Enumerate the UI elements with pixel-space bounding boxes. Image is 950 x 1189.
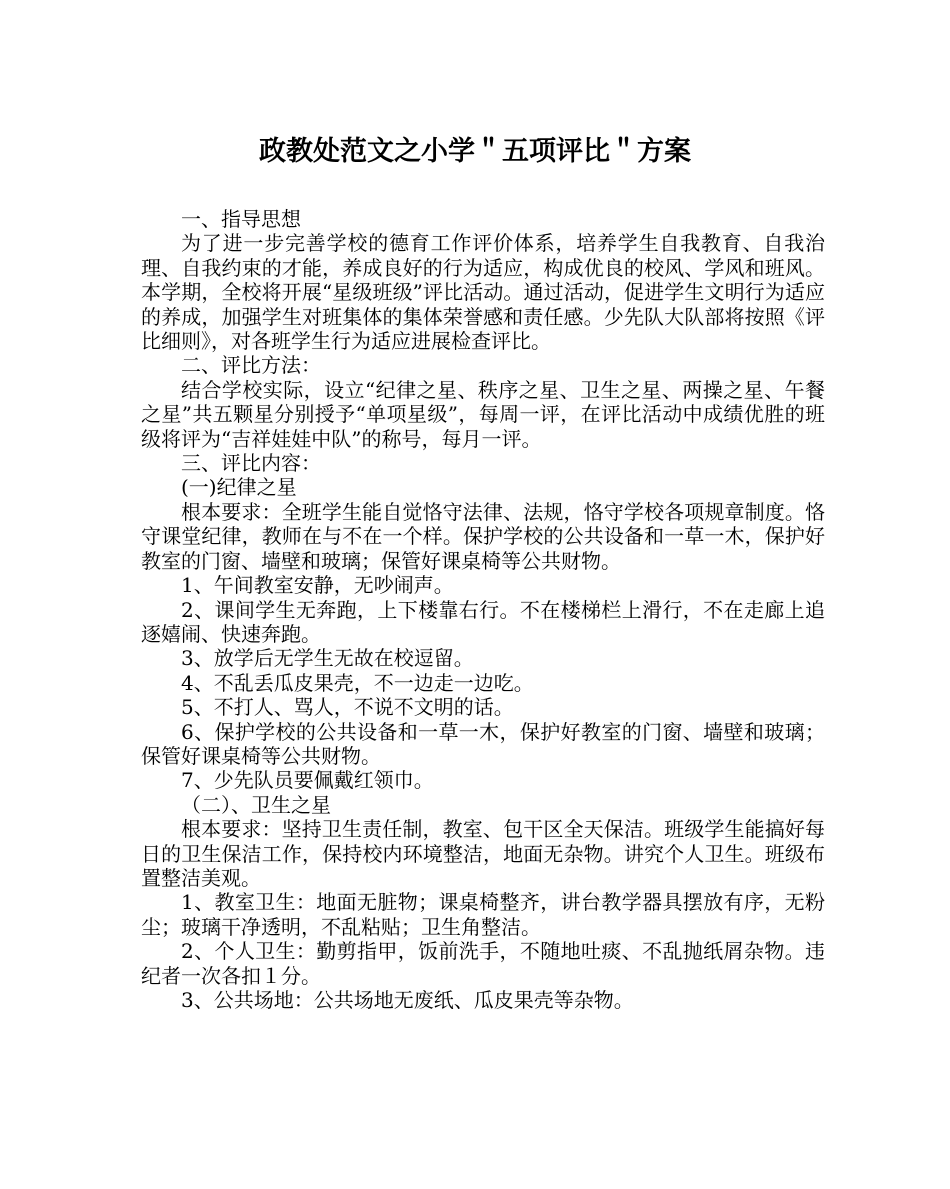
list-item: 6、保护学校的公共设备和一草一木，保护好教室的门窗、墙壁和玻璃；保管好课桌椅等公共财物。 — [141, 719, 825, 768]
document-title: 政教处范文之小学＂五项评比＂方案 — [259, 136, 691, 167]
document-body — [141, 207, 825, 1012]
list-item: 3、公共场地：公共场地无废纸、瓜皮果壳等杂物。 — [181, 988, 634, 1012]
section-heading: 三、评比内容： — [181, 451, 321, 476]
list-item: 2、课间学生无奔跑，上下楼靠右行。不在楼梯栏上滑行，不在走廊上追逐嬉闹、快速奔跑。 — [141, 597, 825, 646]
paragraph: 为了进一步完善学校的德育工作评价体系，培养学生自我教育、自我治理、自我约束的才能，养成良好的行为适应，构成优良的校风、学风和班风。本学期，全校将开展“星级班级”评比活动。通过活动，促进学生文明行为适应的养成，加强学生对班集体的集体荣誉感和责任感。少先队大队部将按照《评比细则》，对各班学生行为适应进展检查评比。 — [141, 231, 825, 354]
subsection-heading: (一)纪律之星 — [181, 475, 297, 500]
list-item: 5、不打人、骂人，不说不文明的话。 — [181, 695, 514, 720]
paragraph: 根本要求：全班学生能自觉恪守法律、法规，恪守学校各项规章制度。恪守课堂纪律，教师在与不在一个样。保护学校的公共设备和一草一木，保护好教室的门窗、墙壁和玻璃；保管好课桌椅等公共财物。 — [141, 499, 825, 573]
section-heading: 一、指导思想 — [181, 207, 301, 231]
list-item: 2、个人卫生：勤剪指甲，饭前洗手，不随地吐痰、不乱抛纸屑杂物。违纪者一次各扣１分。 — [141, 939, 825, 988]
section-heading: 二、评比方法： — [181, 353, 321, 378]
list-item: 1、午间教室安静，无吵闹声。 — [181, 573, 454, 598]
list-item: 4、不乱丢瓜皮果壳，不一边走一边吃。 — [181, 670, 534, 695]
list-item: 7、少先队员要佩戴红领巾。 — [181, 768, 434, 793]
subsection-heading: （二）、卫生之星 — [181, 792, 331, 817]
list-item: 3、放学后无学生无故在校逗留。 — [181, 646, 474, 671]
list-item: 1、教室卫生：地面无脏物；课桌椅整齐，讲台教学器具摆放有序，无粉尘；玻璃干净透明，不乱粘贴；卫生角整洁。 — [141, 890, 825, 939]
paragraph: 根本要求：坚持卫生责任制，教室、包干区全天保洁。班级学生能搞好每日的卫生保洁工作，保持校内环境整洁，地面无杂物。讲究个人卫生。班级布置整洁美观。 — [141, 817, 825, 890]
paragraph: 结合学校实际，设立“纪律之星、秩序之星、卫生之星、两操之星、午餐之星”共五颗星分别授予“单项星级”，每周一评，在评比活动中成绩优胜的班级将评为“吉祥娃娃中队”的称号，每月一评。 — [141, 377, 825, 451]
